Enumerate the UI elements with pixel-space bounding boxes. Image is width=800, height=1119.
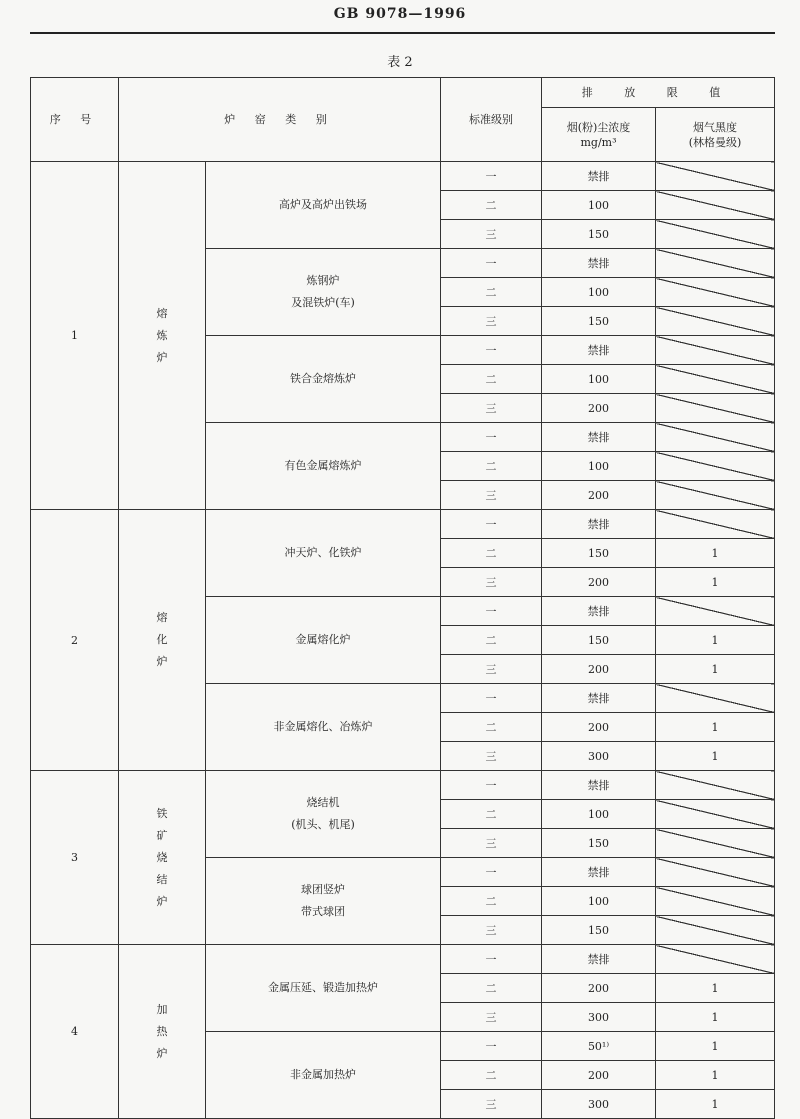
standard-level: 二: [441, 887, 542, 916]
furnace-type-line: 金属压延、锻造加热炉: [268, 981, 378, 994]
furnace-type: [206, 771, 441, 858]
group-category-char: 炉: [156, 655, 168, 668]
dust-limit: 100: [542, 365, 656, 394]
standard-level: 二: [441, 974, 542, 1003]
group-seq: 4: [31, 945, 119, 1119]
furnace-type-line: (机头、机尾): [291, 818, 355, 831]
standard-level: 一: [441, 510, 542, 539]
dust-limit: 200: [542, 481, 656, 510]
blackness-limit: 1: [656, 626, 775, 655]
standard-level: 二: [441, 539, 542, 568]
standard-level: 一: [441, 336, 542, 365]
dust-limit: 150: [542, 829, 656, 858]
furnace-type-line: 铁合金熔炼炉: [290, 372, 356, 385]
blackness-not-applicable: [656, 278, 775, 307]
furnace-type: [206, 1032, 441, 1119]
standard-level: 三: [441, 568, 542, 597]
blackness-limit: 1: [656, 1003, 775, 1032]
header-level: 标准级别: [441, 78, 542, 162]
dust-limit: 禁排: [542, 771, 656, 800]
standard-level: 三: [441, 916, 542, 945]
dust-limit: 300: [542, 1003, 656, 1032]
dust-limit: 150: [542, 916, 656, 945]
standard-level: 三: [441, 655, 542, 684]
standard-level: 一: [441, 1032, 542, 1061]
group-seq: 2: [31, 510, 119, 771]
dust-limit: 200: [542, 655, 656, 684]
dust-limit: 150: [542, 539, 656, 568]
furnace-type: [206, 684, 441, 771]
standard-level: 二: [441, 365, 542, 394]
furnace-type-line: 烧结机: [306, 796, 340, 809]
group-category-char: 结: [156, 872, 168, 886]
dust-limit: 100: [542, 887, 656, 916]
furnace-type: [206, 162, 441, 249]
dust-limit: 100: [542, 800, 656, 829]
furnace-type: [206, 510, 441, 597]
furnace-type-line: 球团竖炉: [301, 883, 345, 896]
furnace-type-line: 高炉及高炉出铁场: [279, 198, 367, 211]
blackness-limit: 1: [656, 655, 775, 684]
dust-limit: 200: [542, 568, 656, 597]
standard-level: 一: [441, 423, 542, 452]
standard-level: 二: [441, 626, 542, 655]
emission-limits-table: [30, 77, 775, 1119]
table-title: 表 2: [387, 55, 413, 70]
group-category-char: 炉: [156, 1046, 168, 1060]
blackness-not-applicable: [656, 249, 775, 278]
standard-level: 二: [441, 278, 542, 307]
furnace-type: [206, 423, 441, 510]
dust-limit: 禁排: [542, 249, 656, 278]
standard-level: 一: [441, 945, 542, 974]
standard-level: 三: [441, 829, 542, 858]
header-rule: [30, 32, 775, 34]
standard-level: 一: [441, 249, 542, 278]
document-header: GB 9078—1996: [333, 6, 467, 22]
group-category: [119, 771, 206, 945]
furnace-type: [206, 945, 441, 1032]
blackness-not-applicable: [656, 220, 775, 249]
group-category: [119, 945, 206, 1119]
standard-level: 一: [441, 162, 542, 191]
standard-level: 二: [441, 713, 542, 742]
dust-limit: 禁排: [542, 597, 656, 626]
standard-level: 二: [441, 191, 542, 220]
dust-limit: 200: [542, 394, 656, 423]
header-black: [656, 108, 775, 162]
furnace-type: [206, 336, 441, 423]
furnace-type-line: 冲天炉、化铁炉: [284, 546, 362, 559]
dust-limit: 禁排: [542, 162, 656, 191]
standard-level: 二: [441, 800, 542, 829]
header-seq: 序 号: [31, 78, 119, 162]
standard-level: 三: [441, 742, 542, 771]
blackness-not-applicable: [656, 829, 775, 858]
group-category-char: 炉: [156, 350, 168, 364]
dust-limit: 300: [542, 742, 656, 771]
furnace-type: [206, 858, 441, 945]
group-seq: 1: [31, 162, 119, 510]
furnace-type-line: 非金属加热炉: [290, 1068, 356, 1081]
furnace-type-line: 带式球团: [301, 905, 345, 918]
blackness-not-applicable: [656, 510, 775, 539]
table-row: [31, 945, 775, 974]
dust-limit: 禁排: [542, 858, 656, 887]
blackness-limit: 1: [656, 974, 775, 1003]
dust-limit: 150: [542, 220, 656, 249]
standard-level: 一: [441, 771, 542, 800]
table-row: [31, 162, 775, 191]
blackness-not-applicable: [656, 162, 775, 191]
blackness-not-applicable: [656, 945, 775, 974]
blackness-not-applicable: [656, 916, 775, 945]
group-category-char: 炼: [156, 328, 168, 342]
standard-level: 三: [441, 1003, 542, 1032]
blackness-limit: 1: [656, 1032, 775, 1061]
header-dust-line1: 烟(粉)尘浓度: [566, 120, 631, 134]
group-category: [119, 510, 206, 771]
furnace-type-line: 及混铁炉(车): [291, 296, 355, 309]
group-category-char: 炉: [156, 894, 168, 908]
blackness-not-applicable: [656, 684, 775, 713]
standard-level: 一: [441, 597, 542, 626]
furnace-type-line: 炼钢炉: [306, 274, 340, 287]
group-category: [119, 162, 206, 510]
blackness-not-applicable: [656, 307, 775, 336]
blackness-limit: 1: [656, 742, 775, 771]
group-category-char: 矿: [156, 828, 168, 842]
blackness-not-applicable: [656, 191, 775, 220]
furnace-type: [206, 597, 441, 684]
dust-limit: 100: [542, 278, 656, 307]
blackness-limit: 1: [656, 539, 775, 568]
dust-limit: 禁排: [542, 945, 656, 974]
standard-level: 三: [441, 220, 542, 249]
group-category-char: 熔: [156, 306, 168, 320]
header-dust: [542, 108, 656, 162]
furnace-type: [206, 249, 441, 336]
dust-limit: 禁排: [542, 510, 656, 539]
blackness-not-applicable: [656, 800, 775, 829]
header-black-line1: 烟气黑度: [693, 120, 737, 134]
dust-limit: 150: [542, 626, 656, 655]
dust-limit: 100: [542, 191, 656, 220]
table-row: [31, 510, 775, 539]
blackness-not-applicable: [656, 771, 775, 800]
blackness-limit: 1: [656, 568, 775, 597]
standard-level: 三: [441, 307, 542, 336]
furnace-type-line: 非金属熔化、冶炼炉: [273, 720, 373, 733]
standard-level: 三: [441, 481, 542, 510]
group-seq: 3: [31, 771, 119, 945]
blackness-not-applicable: [656, 887, 775, 916]
dust-limit: 50¹⁾: [542, 1032, 656, 1061]
standard-level: 二: [441, 1061, 542, 1090]
blackness-not-applicable: [656, 423, 775, 452]
standard-level: 三: [441, 1090, 542, 1119]
blackness-limit: 1: [656, 713, 775, 742]
dust-limit: 200: [542, 1061, 656, 1090]
header-category: 炉 窑 类 别: [119, 78, 441, 162]
blackness-not-applicable: [656, 394, 775, 423]
blackness-not-applicable: [656, 365, 775, 394]
blackness-not-applicable: [656, 481, 775, 510]
dust-limit: 禁排: [542, 336, 656, 365]
blackness-limit: 1: [656, 1090, 775, 1119]
header-dust-line2: mg/m³: [580, 135, 617, 149]
dust-limit: 禁排: [542, 423, 656, 452]
dust-limit: 150: [542, 307, 656, 336]
group-category-char: 加: [156, 1002, 168, 1016]
group-category-char: 烧: [156, 850, 168, 864]
blackness-not-applicable: [656, 452, 775, 481]
standard-level: 二: [441, 452, 542, 481]
header-limit-group: 排 放 限 值: [542, 78, 775, 108]
blackness-not-applicable: [656, 597, 775, 626]
group-category-char: 化: [156, 633, 168, 646]
dust-limit: 100: [542, 452, 656, 481]
furnace-type-line: 金属熔化炉: [295, 633, 351, 646]
furnace-type-line: 有色金属熔炼炉: [284, 459, 362, 472]
header-black-line2: (林格曼级): [688, 135, 742, 149]
standard-level: 一: [441, 684, 542, 713]
standard-level: 一: [441, 858, 542, 887]
dust-limit: 200: [542, 713, 656, 742]
table-row: [31, 771, 775, 800]
dust-limit: 200: [542, 974, 656, 1003]
standard-level: 三: [441, 394, 542, 423]
blackness-not-applicable: [656, 336, 775, 365]
dust-limit: 300: [542, 1090, 656, 1119]
blackness-limit: 1: [656, 1061, 775, 1090]
group-category-char: 热: [156, 1024, 168, 1038]
blackness-not-applicable: [656, 858, 775, 887]
group-category-char: 熔: [156, 611, 168, 624]
group-category-char: 铁: [156, 806, 168, 820]
dust-limit: 禁排: [542, 684, 656, 713]
